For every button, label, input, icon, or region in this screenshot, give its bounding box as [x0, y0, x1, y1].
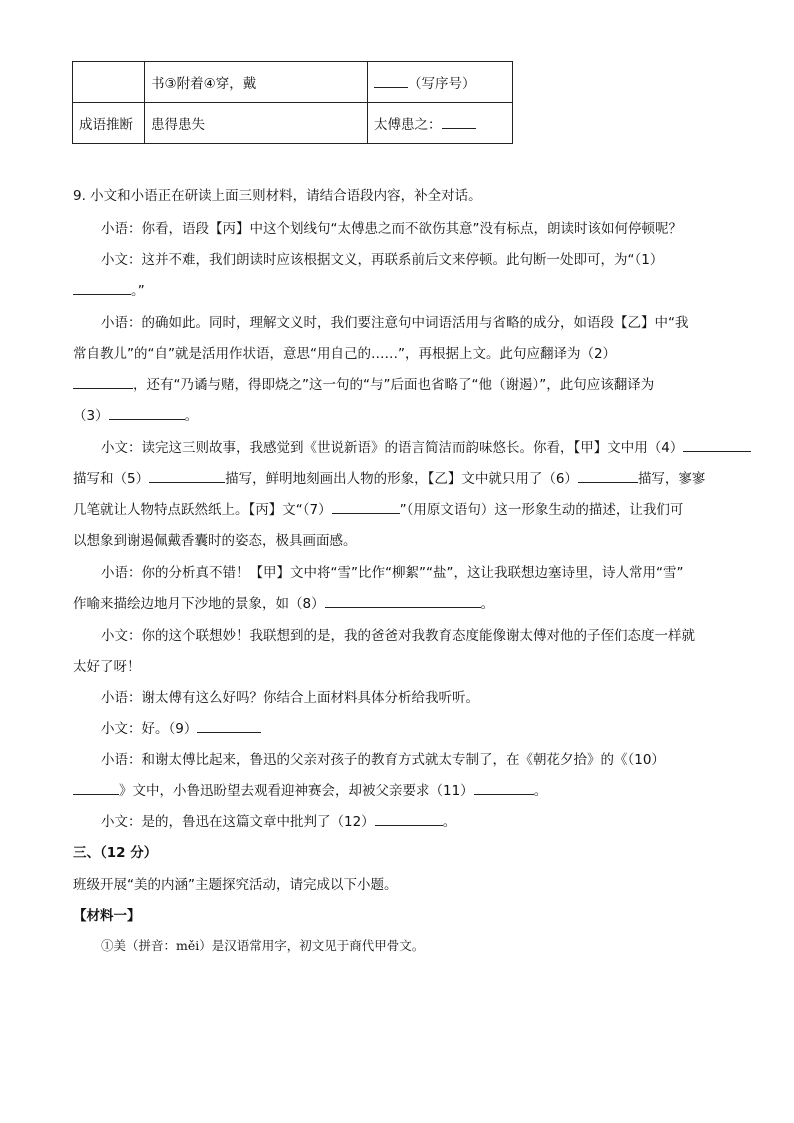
- text: ，还有“乃谲与赌，得即烧之”这一句的“与”后面也省略了“他（谢遏）”，此句应该翻译为: [133, 377, 655, 393]
- dialogue-line: [73, 779, 547, 799]
- dialogue-line: [73, 467, 705, 487]
- answer-blank-11[interactable]: [474, 781, 534, 796]
- dialogue-line: [73, 404, 198, 424]
- answer-blank-3[interactable]: [109, 406, 185, 421]
- table-row: [73, 62, 513, 103]
- question-9-title: 9. 小文和小语正在研读上面三则材料，请结合语段内容，补全对话。: [73, 188, 482, 204]
- answer-blank-7[interactable]: [332, 500, 400, 515]
- text: （3）: [73, 408, 109, 424]
- text: 描写和（5）: [73, 471, 150, 487]
- text: 。: [533, 783, 548, 799]
- dialogue-line: 常自教儿”的“自”就是活用作状语，意思“用自己的……”，再根据上文。此句应翻译为（2）: [73, 346, 617, 362]
- dialogue-line: [73, 279, 145, 299]
- text: 小文：读完这三则故事，我感觉到《世说新语》的语言简洁而韵味悠长。你看，【甲】文中用（4）: [101, 440, 684, 456]
- dialogue-line: [101, 436, 751, 456]
- table-cell: [368, 62, 513, 103]
- table-cell: [73, 103, 145, 144]
- answer-blank-9[interactable]: [197, 719, 261, 734]
- section-intro: 班级开展“美的内涵”主题探究活动，请完成以下小题。: [73, 877, 398, 893]
- answer-blank-1[interactable]: [73, 281, 131, 296]
- cell-text: 患得患失: [151, 117, 205, 133]
- dialogue-line: 小语：的确如此。同时，理解文义时，我们要注意句中词语活用与省略的成分，如语段【乙】中“我: [101, 315, 689, 331]
- text: 描写，鲜明地刻画出人物的形象，【乙】文中就只用了（6）: [225, 471, 578, 487]
- dialogue-line: 太好了呀！: [73, 659, 141, 675]
- text: 。: [442, 814, 457, 830]
- dialogue-line: 小语：你的分析真不错！【甲】文中将“雪”比作“柳絮”“盐”，这让我联想边塞诗里，诗人常用“雪”: [101, 565, 684, 581]
- dialogue-line: 小文：这并不难，我们朗读时应该根据文义，再联系前后文来停顿。此句断一处即可，为“（1）: [101, 252, 664, 268]
- dialogue-line: 小文：你的这个联想妙！我联想到的是，我的爸爸对我教育态度能像谢太傅对他的子侄们态度一样就: [101, 628, 695, 644]
- answer-table: [72, 61, 513, 144]
- text: 描写，寥寥: [637, 471, 706, 487]
- dialogue-line: [73, 592, 494, 612]
- table-cell: [145, 62, 368, 103]
- answer-blank-2[interactable]: [73, 375, 133, 390]
- answer-blank-6[interactable]: [578, 469, 638, 484]
- text: 。: [184, 408, 199, 424]
- cell-text: （写序号）: [408, 76, 476, 92]
- dialogue-line: 小语：谢太傅有这么好吗？你结合上面材料具体分析给我听听。: [101, 690, 479, 706]
- cell-text: 书③附着④穿，戴: [151, 76, 257, 92]
- material-text: ①美（拼音：měi）是汉语常用字，初文见于商代甲骨文。: [101, 938, 425, 953]
- text: 。: [480, 596, 495, 612]
- text: 几笔就让人物特点跃然纸上。【丙】文“（7）: [73, 502, 332, 518]
- table-cell: [368, 103, 513, 144]
- table-row: [73, 103, 513, 144]
- dialogue-line: [101, 810, 456, 830]
- table-cell: [145, 103, 368, 144]
- answer-blank-5[interactable]: [149, 469, 225, 484]
- dialogue-line: [73, 373, 654, 393]
- answer-blank-8[interactable]: [325, 594, 481, 609]
- material-label: 【材料一】: [73, 908, 141, 924]
- text: 。”: [131, 283, 145, 299]
- answer-blank[interactable]: [374, 74, 408, 89]
- answer-blank-12[interactable]: [375, 812, 443, 827]
- dialogue-line: 以想象到谢遏佩戴香囊时的姿态，极具画面感。: [73, 533, 357, 549]
- dialogue-line: [101, 717, 261, 737]
- text: 》文中，小鲁迅盼望去观看迎神赛会，却被父亲要求（11）: [119, 783, 474, 799]
- section-heading: 三、（12 分）: [73, 845, 158, 861]
- text: 小文：好。（9）: [101, 721, 198, 737]
- cell-text: 太傅患之：: [374, 117, 442, 133]
- dialogue-line: 小语：和谢太傅比起来，鲁迅的父亲对孩子的教育方式就太专制了，在《朝花夕拾》的《（10）: [101, 752, 665, 768]
- answer-blank-4[interactable]: [683, 438, 751, 453]
- cell-text: 成语推断: [79, 117, 133, 133]
- dialogue-line: 小语：你看，语段【丙】中这个划线句“太傅患之而不欲伤其意”没有标点，朗读时该如何停顿呢？: [101, 221, 682, 237]
- text: 小文：是的，鲁迅在这篇文章中批判了（12）: [101, 814, 375, 830]
- answer-blank[interactable]: [442, 115, 476, 130]
- answer-blank-10[interactable]: [73, 781, 119, 796]
- dialogue-line: [73, 498, 683, 518]
- table-cell-empty: [73, 62, 145, 103]
- text: ”（用原文语句）这一形象生动的描述，让我们可: [399, 502, 684, 518]
- text: 作喻来描绘边地月下沙地的景象，如（8）: [73, 596, 325, 612]
